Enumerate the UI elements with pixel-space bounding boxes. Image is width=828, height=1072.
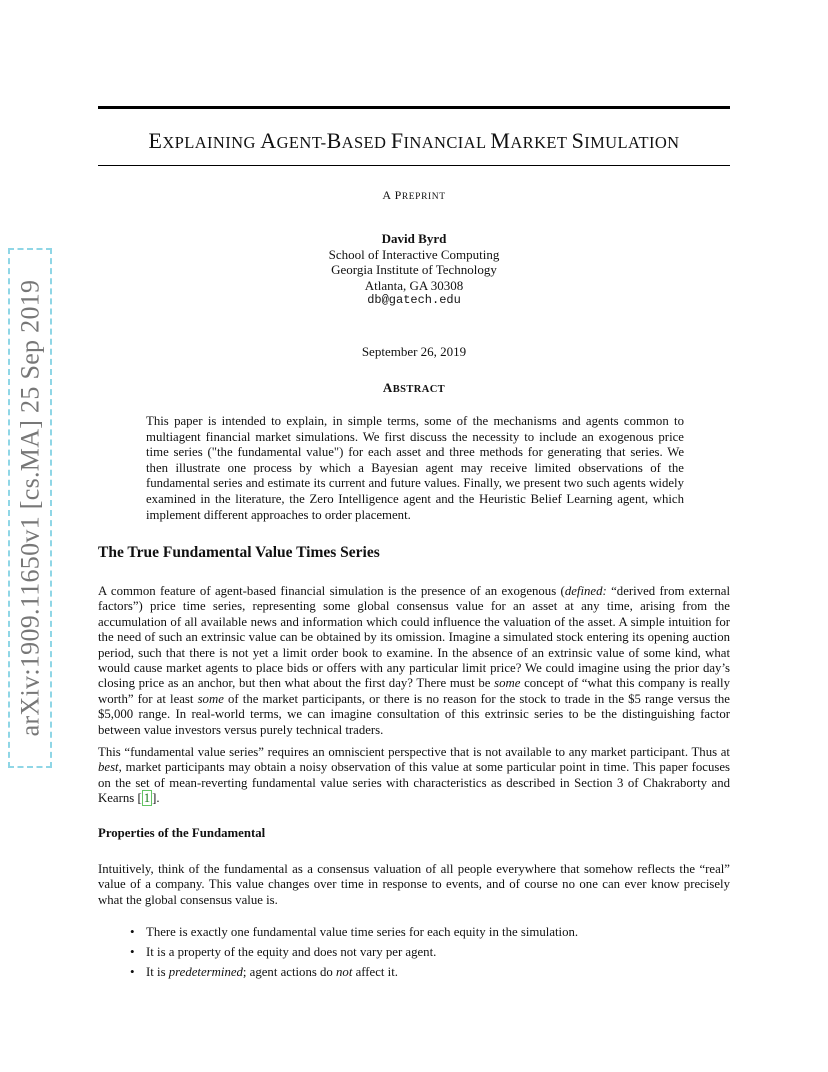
list-item (128, 922, 728, 942)
title-smallcaps: ASED (341, 133, 391, 152)
title-smallcaps: GENT- (276, 133, 327, 152)
abstract-heading-smallcaps: BSTRACT (392, 384, 446, 395)
list-item (128, 942, 728, 962)
p2-text: This “fundamental value series” requires an omniscient perspective that is not available to any market participant. Thus at (98, 745, 730, 759)
list-item-text: ; agent actions do (242, 965, 337, 979)
list-item (128, 962, 728, 982)
list-item-emphasis: predetermined (168, 965, 243, 979)
p1-text: A common feature of agent-based financial simulation is the presence of an exogenous ( (98, 584, 565, 598)
title-cap: M (490, 128, 511, 153)
list-item-text: It is a property of the equity and does not vary per agent. (146, 945, 437, 959)
author-name: David Byrd (381, 231, 447, 246)
list-item-text: There is exactly one fundamental value time series for each equity in the simulation. (146, 925, 579, 939)
preprint-smallcaps: REPRINT (401, 192, 446, 202)
title-cap: F (390, 128, 404, 153)
title-smallcaps: IMULATION (584, 133, 680, 152)
paragraph-3: Intuitively, think of the fundamental as a consensus valuation of all people everywhere that somehow reflects the “real” value of a company. This value changes over time in response to events, and of course no one can ever know precisely what the global consensus value is. (98, 862, 730, 907)
list-item-emphasis: not (336, 965, 353, 979)
citation-link[interactable]: 1 (143, 791, 151, 806)
author-email: db@gatech.edu (367, 293, 461, 307)
title-cap: E (148, 128, 163, 153)
author-affiliation: School of Interactive Computing (328, 246, 500, 262)
author-location: Atlanta, GA 30308 (364, 277, 464, 293)
paragraph-2 (98, 745, 730, 807)
properties-list (128, 922, 728, 982)
title-cap: A (260, 128, 277, 153)
section-title: The True Fundamental Value Times Series (98, 544, 380, 561)
title-cap: S (571, 128, 585, 153)
p2-text: ]. (152, 791, 160, 806)
p1-text: of the market participants, or there is no reason for the stock to trade in the $5 range versus the $5,000 range. In real-world terms, we can imagine consultation of this extrinsic series to be the distinguishing factor between value investors versus purely technical traders. (98, 691, 730, 737)
list-item-text: It is (146, 965, 169, 979)
p1-text: “derived from external factors”) price time series, representing some global consensus value for an asset at any time, arising from the accumulation of all available news and information which could influence the valuation of the asset. A simple intuition for the need of such an extrinsic value can be obtained by its omission. Imagine a simulated stock entering its opening auction period, such that there is not yet a limit order book to examine. In the absence of an extrinsic value of some kind, what would cause market agents to place bids or offers with any particular limit price? We could imagine using the prior day’s closing price as an anchor, but then what about the first day? There must be (98, 584, 730, 691)
paragraph-1 (98, 584, 730, 738)
list-item-text: affect it. (352, 965, 398, 979)
author-institution: Georgia Institute of Technology (331, 262, 497, 277)
paper-title (98, 128, 730, 154)
preprint-cap: A P (382, 188, 402, 202)
subsection-title: Properties of the Fundamental (98, 826, 266, 840)
title-smallcaps: XPLAINING (162, 133, 261, 152)
p1-text: concept of “what this company is really worth” for at least (98, 676, 730, 706)
author-block (98, 231, 730, 309)
p2-text: , market participants may obtain a noisy observation of this value at some particular point in time. This paper focuses on the set of mean-reverting fundamental value series with characteristics as described in Section 3 of Chakraborty and Kearns [ (98, 760, 730, 806)
p1-emphasis: some (197, 691, 224, 706)
p1-emphasis: defined: (564, 584, 607, 598)
arxiv-stamp-text: arXiv:1909.11650v1 [cs.MA] 25 Sep 2019 (15, 279, 45, 737)
title-smallcaps: ARKET (510, 133, 572, 152)
title-cap: B (326, 128, 342, 153)
title-smallcaps: INANCIAL (403, 133, 491, 152)
preprint-label (98, 188, 730, 203)
title-rule-bottom (98, 165, 730, 166)
abstract-heading-cap: A (382, 380, 393, 395)
title-rule-top (98, 106, 730, 109)
p2-emphasis: best (98, 760, 119, 775)
p1-emphasis: some (494, 676, 521, 691)
abstract-heading (98, 380, 730, 396)
paper-date: September 26, 2019 (361, 344, 467, 359)
arxiv-stamp (8, 248, 52, 768)
abstract-text: This paper is intended to explain, in simple terms, some of the mechanisms and agents common to multiagent financial market simulations. We first discuss the necessity to include an exogenous price time series ("the fundamental value") for each asset and three methods for generating that series. We then illustrate one process by which a Bayesian agent may receive limited observations of the fundamental series and estimate its current and future values. Finally, we present two such agents widely examined in the literature, the Zero Intelligence agent and the Heuristic Belief Learning agent, which implement different approaches to order placement. (146, 414, 684, 522)
